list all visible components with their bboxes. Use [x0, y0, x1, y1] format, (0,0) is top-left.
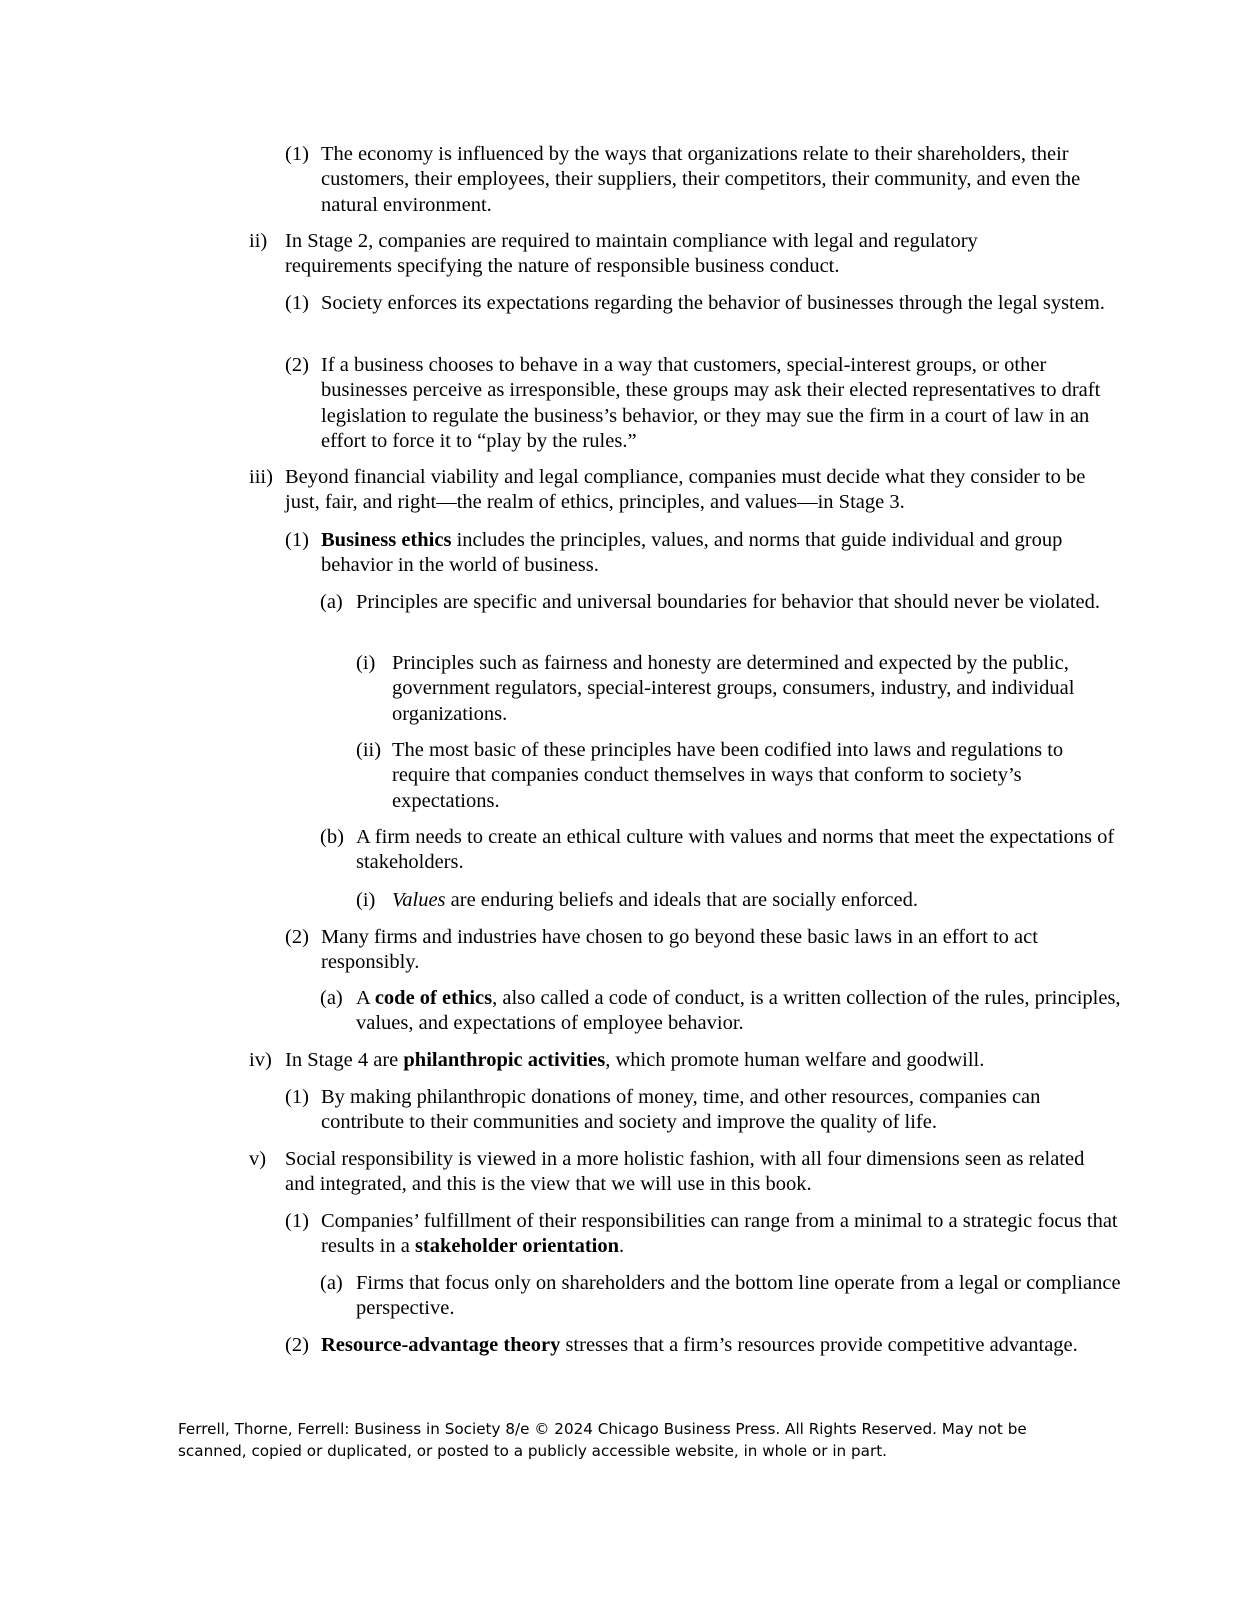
item-text: Companies’ fulfillment of their responsibilities can range from a minimal to a strategic focus that results in a [321, 1210, 1118, 1258]
item-text-suffix: . [619, 1235, 625, 1258]
outline-item-fairness-honesty [356, 651, 1122, 727]
outline-item-stage-3 [249, 465, 1121, 516]
item-text: The economy is influenced by the ways that organizations relate to their shareholders, their customers, their employees, their suppliers, their competitors, their community, and even the natural environment. [321, 143, 1081, 216]
outline-item-economy [285, 142, 1121, 218]
outline-item-beyond-laws [285, 925, 1121, 976]
item-label: iii) [249, 466, 273, 488]
outline-item-legal-system [285, 291, 1121, 316]
item-label: (a) [320, 1272, 343, 1294]
item-label: (b) [320, 826, 344, 848]
outline-item-stage-4 [249, 1048, 1121, 1073]
item-text: Social responsibility is viewed in a more holistic fashion, with all four dimensions seen as related and integrated, and this is the view that we will use in this book. [285, 1148, 1085, 1196]
item-text: , which promote human welfare and goodwill. [605, 1049, 985, 1071]
item-text: includes the principles, values, and norms that guide individual and group behavior in the world of business. [321, 529, 1063, 577]
item-text-prefix: A [356, 987, 375, 1009]
item-text-prefix: In Stage 4 are [285, 1049, 404, 1071]
outline-item-irresponsible [285, 353, 1121, 455]
item-text: A firm needs to create an ethical culture with values and norms that meet the expectations of stakeholders. [356, 826, 1115, 874]
item-label: (1) [285, 529, 309, 551]
outline-item-holistic [249, 1147, 1085, 1198]
item-label: iv) [249, 1049, 272, 1071]
outline-item-stakeholder-orientation [285, 1209, 1121, 1260]
item-label: (ii) [356, 739, 382, 761]
item-text: are enduring beliefs and ideals that are socially enforced. [445, 889, 918, 911]
item-label: (2) [285, 354, 309, 376]
item-text: , also called a code of conduct, is a written collection of the rules, principles, values, and expectations of employee behavior. [356, 987, 1121, 1035]
item-label: (2) [285, 1334, 309, 1356]
item-text: Principles are specific and universal boundaries for behavior that should never be violated. [356, 591, 1101, 613]
copyright-footer [178, 1418, 1058, 1462]
item-label: ii) [249, 230, 268, 252]
item-text: Principles such as fairness and honesty are determined and expected by the public, government regulators, special-interest groups, consumers, industry, and individual organizations. [392, 652, 1075, 725]
item-text: By making philanthropic donations of money, time, and other resources, companies can contribute to their communities and society and improve the quality of life. [321, 1086, 1041, 1134]
outline-item-stage-2 [249, 229, 1085, 280]
outline-item-resource-advantage [285, 1333, 1121, 1358]
term-code-of-ethics: code of ethics [374, 987, 493, 1009]
term-resource-advantage-theory: Resource-advantage theory [321, 1334, 561, 1356]
item-text: Beyond financial viability and legal compliance, companies must decide what they consider to be just, fair, and right—the realm of ethics, principles, and values—in Stage 3. [285, 466, 1086, 514]
outline-item-principles [320, 590, 1121, 615]
term-values: Values [392, 889, 446, 911]
item-label: (2) [285, 926, 309, 948]
footer-line-1: Ferrell, Thorne, Ferrell: Business in Society 8/e © 2024 Chicago Business Press. All Rights Reserved. May not be [178, 1420, 1027, 1438]
term-philanthropic-activities: philanthropic activities [403, 1049, 606, 1071]
item-label: (1) [285, 1086, 309, 1108]
item-label: (a) [320, 987, 343, 1009]
item-label: (i) [356, 652, 376, 674]
outline-item-codified [356, 738, 1122, 814]
item-text: In Stage 2, companies are required to maintain compliance with legal and regulatory requirements specifying the nature of responsible business conduct. [285, 230, 978, 278]
outline-item-values [356, 888, 1122, 913]
outline-item-ethical-culture [320, 825, 1121, 876]
item-text: Society enforces its expectations regarding the behavior of businesses through the legal system. [321, 292, 1105, 314]
outline-item-code-of-ethics [320, 986, 1121, 1037]
item-label: v) [249, 1148, 267, 1170]
item-label: (1) [285, 292, 309, 314]
outline-item-shareholders [320, 1271, 1121, 1322]
item-text: If a business chooses to behave in a way that customers, special-interest groups, or other businesses perceive as irresponsible, these groups may ask their elected representatives to draft legislation to regulate the business’s behavior, or they may sue the firm in a court of law in an effort to force it to “play by the rules.” [321, 354, 1101, 453]
outline-item-donations [285, 1085, 1121, 1136]
item-text: The most basic of these principles have been codified into laws and regulations to require that companies conduct themselves in ways that conform to society’s expectations. [392, 739, 1064, 812]
term-stakeholder-orientation: stakeholder orientation [414, 1235, 620, 1258]
item-text: Many firms and industries have chosen to go beyond these basic laws in an effort to act responsibly. [321, 926, 1038, 974]
item-label: (1) [285, 143, 309, 165]
item-label: (i) [356, 889, 376, 911]
item-text: stresses that a firm’s resources provide competitive advantage. [560, 1334, 1078, 1356]
item-text: Firms that focus only on shareholders and the bottom line operate from a legal or compliance perspective. [356, 1272, 1121, 1320]
outline-item-business-ethics [285, 528, 1121, 579]
term-business-ethics: Business ethics [321, 529, 452, 551]
item-label: (a) [320, 591, 343, 613]
footer-line-2: scanned, copied or duplicated, or posted to a publicly accessible website, in whole or in part. [178, 1442, 887, 1460]
item-label: (1) [285, 1210, 309, 1232]
